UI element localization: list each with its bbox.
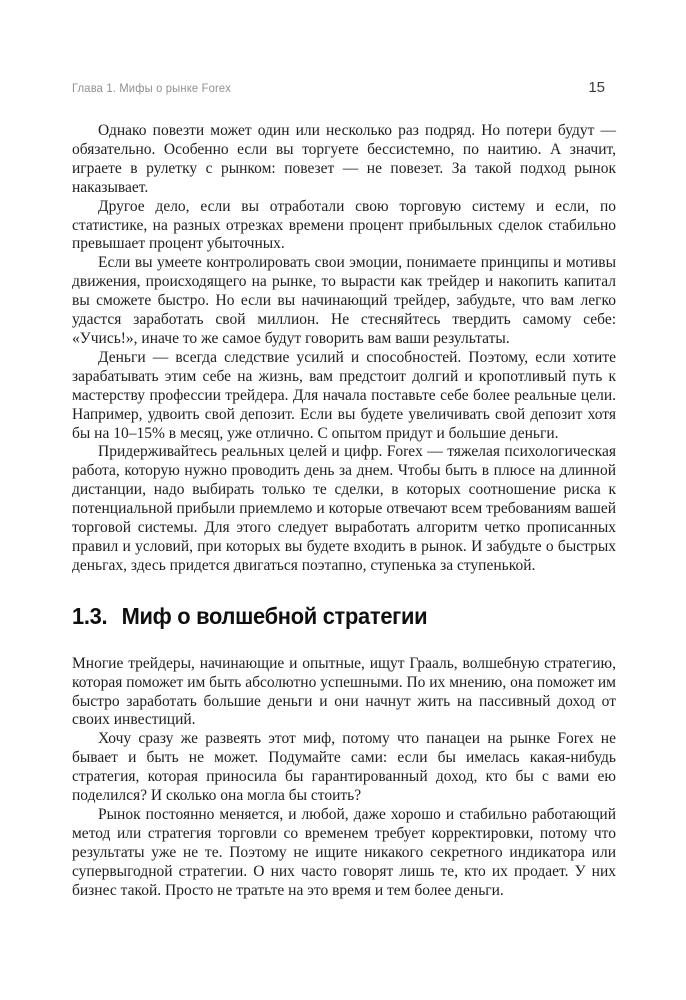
paragraph: Другое дело, если вы отработали свою торговую систему и если, по статистике, на разных отрезках времени процент прибыльных сделок стабильно превышает процент убыточных.: [72, 197, 616, 253]
section-title: Миф о волшебной стратегии: [121, 602, 428, 629]
page-number: 15: [588, 79, 605, 96]
paragraph: Хочу сразу же развеять этот миф, потому что панацеи на рынке Forex не бывает и быть не может. Подумайте сами: если бы имелась какая-нибудь стратегия, которая приносила бы гарантированный доход, кто бы с вами ею поделился? И сколько она могла бы стоить?: [72, 730, 616, 805]
running-header: [72, 79, 616, 96]
page-content: [72, 79, 616, 901]
paragraph: Деньги — всегда следствие усилий и способностей. Поэтому, если хотите зарабатывать этим себе на жизнь, вам предстоит долгий и кропотливый путь к мастерству профессии трейдера. Для начала поставьте себе более реальные цели. Например, удвоить свой депозит. Если вы будете увеличивать свой депозит хотя бы на 10–15% в месяц, уже отлично. С опытом придут и большие деньги.: [72, 348, 616, 442]
intro-text-block: [72, 122, 616, 576]
paragraph: Рынок постоянно меняется, и любой, даже хорошо и стабильно работающий метод или стратегия торговли со временем требует корректировки, потому что результаты уже не те. Поэтому не ищите никакого секретного индикатора или супервыгодной стратегии. О них часто говорят лишь те, кто их продает. У них бизнес такой. Просто не тратьте на это время и тем более деньги.: [72, 806, 616, 899]
paragraph: Многие трейдеры, начинающие и опытные, ищут Грааль, волшебную стратегию, которая поможет им быть абсолютно успешными. По их мнению, она поможет им быстро заработать большие деньги и они начнут жить на пассивный доход от своих инвестиций.: [72, 654, 616, 729]
section-number: 1.3.: [72, 602, 108, 629]
section-text-block: [72, 655, 616, 901]
running-header-title: Глава 1. Мифы о рынке Forex: [72, 81, 232, 95]
paragraph: Однако повезти может один или несколько раз подряд. Но потери будут — обязательно. Особенно если вы торгуете бессистемно, по наитию. А значит, играете в рулетку с рынком: повезет — не повезет. За такой подход рынок наказывает.: [72, 122, 616, 196]
paragraph: Придерживайтесь реальных целей и цифр. Forex — тяжелая психологическая работа, которую нужно проводить день за днем. Чтобы быть в плюсе на длинной дистанции, надо выбирать только те сделки, в которых соотношение риска к потенциальной прибыли приемлемо и которые отвечают всем требованиям вашей торговой системы. Для этого следует выработать алгоритм четко прописанных правил и условий, при которых вы будете входить в рынок. И забудьте о быстрых деньгах, здесь придется двигаться поэтапно, ступенька за ступенькой.: [72, 443, 616, 574]
paragraph: Если вы умеете контролировать свои эмоции, понимаете принципы и мотивы движения, происходящего на рынке, то вырасти как трейдер и накопить капитал вы сможете быстро. Но если вы начинающий трейдер, забудьте, что вам легко удастся заработать свой миллион. Не стесняйтесь твердить самому себе: «Учись!», иначе то же самое будут говорить вам ваши результаты.: [72, 254, 616, 347]
section-heading: [72, 603, 589, 630]
